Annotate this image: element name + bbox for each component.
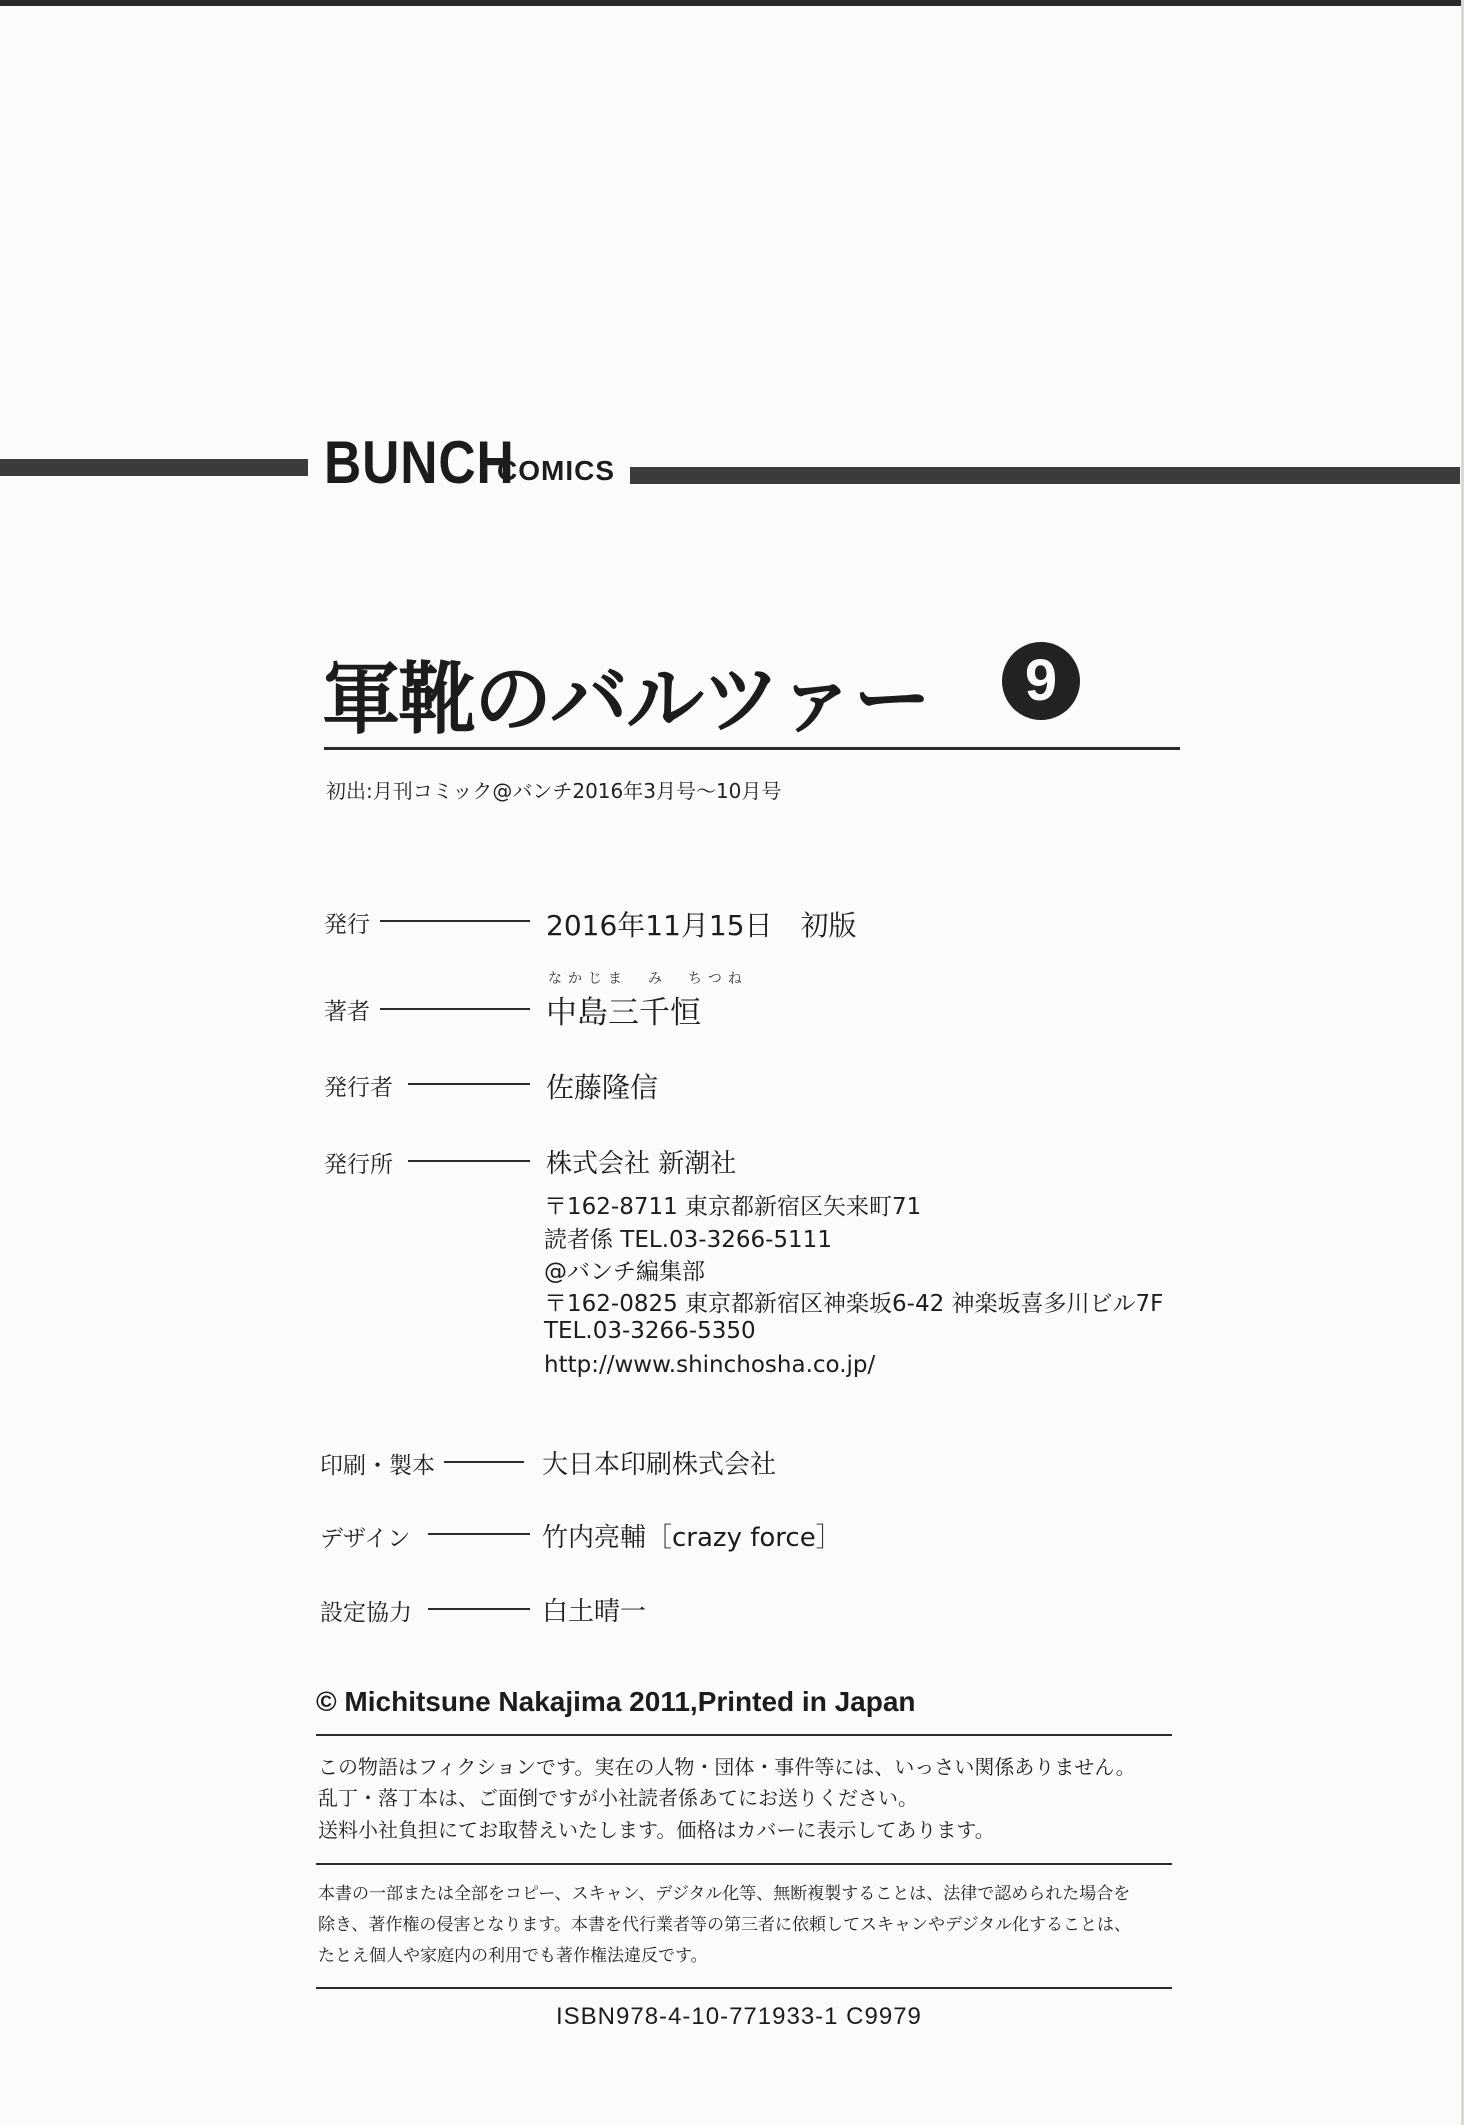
brand-logo-sub: COMICS bbox=[497, 455, 615, 486]
legal-notice-line-3: たとえ個人や家庭内の利用でも著作権法違反です。 bbox=[318, 1946, 708, 1966]
printing-value: 大日本印刷株式会社 bbox=[542, 1450, 777, 1480]
publisher-person-label: 発行者 bbox=[324, 1075, 393, 1101]
printing-dash bbox=[444, 1461, 524, 1463]
author-ruby: なかじま み ちつね bbox=[548, 971, 748, 987]
header-bar-left bbox=[0, 459, 308, 476]
legal-notice-line-1: 本書の一部または全部をコピー、スキャン、デジタル化等、無断複製することは、法律で認められた場合を bbox=[318, 1884, 1131, 1904]
title-divider bbox=[324, 747, 1180, 750]
page-top-edge bbox=[0, 0, 1464, 6]
author-dash bbox=[380, 1008, 530, 1010]
design-dash bbox=[428, 1533, 530, 1535]
legal-notice-line-2: 除き、著作権の侵害となります。本書を代行業者等の第三者に依頼してスキャンやデジタル化することは、 bbox=[318, 1915, 1131, 1935]
publisher-label: 発行所 bbox=[324, 1152, 393, 1178]
issued-value: 2016年11月15日 初版 bbox=[546, 909, 857, 942]
publisher-person-dash bbox=[408, 1083, 530, 1085]
defect-notice: 乱丁・落丁本は、ご面倒ですが小社読者係あてにお送りください。 bbox=[318, 1786, 918, 1810]
legal-divider bbox=[316, 1987, 1172, 1989]
copyright-line: © Michitsune Nakajima 2011,Printed in Japan bbox=[316, 1686, 916, 1717]
header-bar-right bbox=[630, 467, 1460, 484]
brand-logo-main: BUNCH bbox=[324, 429, 515, 496]
author-value: 中島三千恒 bbox=[546, 995, 701, 1031]
replacement-notice: 送料小社負担にてお取替えいたします。価格はカバーに表示してあります。 bbox=[318, 1818, 995, 1842]
design-value: 竹内亮輔［crazy force］ bbox=[542, 1523, 842, 1553]
setting-cooperation-value: 白土晴一 bbox=[542, 1597, 647, 1627]
publisher-value: 株式会社 新潮社 bbox=[546, 1149, 737, 1179]
publisher-website: http://www.shinchosha.co.jp/ bbox=[544, 1352, 876, 1378]
publisher-dash bbox=[408, 1160, 530, 1162]
issued-dash bbox=[380, 920, 530, 922]
setting-cooperation-label: 設定協力 bbox=[320, 1600, 412, 1626]
notice-divider bbox=[316, 1863, 1172, 1865]
printing-label: 印刷・製本 bbox=[320, 1453, 435, 1479]
publisher-editorial-address: 〒162-0825 東京都新宿区神楽坂6-42 神楽坂喜多川ビル7F bbox=[544, 1291, 1164, 1317]
author-label: 著者 bbox=[324, 999, 370, 1025]
design-label: デザイン bbox=[320, 1526, 411, 1552]
setting-cooperation-dash bbox=[428, 1608, 530, 1610]
volume-number-badge: 9 bbox=[1002, 642, 1080, 720]
publisher-address-line: 〒162-8711 東京都新宿区矢来町71 bbox=[544, 1194, 922, 1220]
first-publication-note: 初出:月刊コミック@バンチ2016年3月号〜10月号 bbox=[326, 779, 782, 803]
publisher-person-value: 佐藤隆信 bbox=[546, 1071, 659, 1104]
publisher-editorial-tel: TEL.03-3266-5350 bbox=[544, 1318, 756, 1344]
book-title: 軍靴のバルツァー bbox=[322, 655, 930, 745]
isbn-code: ISBN978-4-10-771933-1 C9979 bbox=[556, 2003, 922, 2030]
copyright-divider bbox=[316, 1734, 1172, 1736]
fiction-notice: この物語はフィクションです。実在の人物・団体・事件等には、いっさい関係ありません。 bbox=[318, 1755, 1136, 1779]
issued-label: 発行 bbox=[324, 912, 370, 938]
publisher-editorial-dept: @バンチ編集部 bbox=[544, 1259, 705, 1285]
publisher-reader-tel: 読者係 TEL.03-3266-5111 bbox=[544, 1227, 832, 1253]
